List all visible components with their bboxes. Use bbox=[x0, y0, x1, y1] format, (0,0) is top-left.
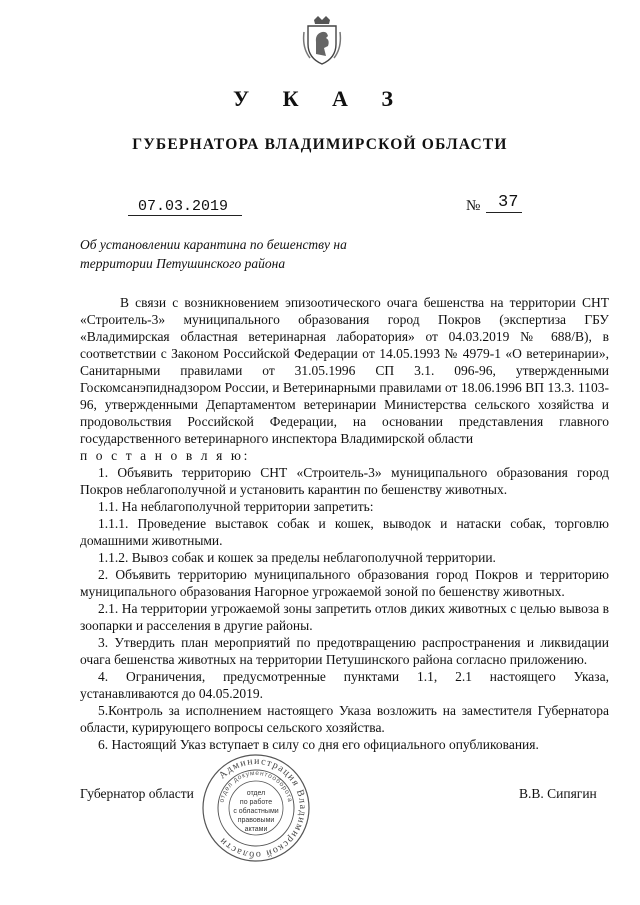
item-4: 4. Ограничения, предусмотренные пунктами 1.1, 2.1 настоящего Указа, устанавливаются до 04.05.2019. bbox=[80, 669, 609, 701]
document-date: 07.03.2019 bbox=[138, 198, 229, 215]
item-1-1-1: 1.1.1. Проведение выставок собак и кошек, выводок и натаски собак, торговлю домашними животными. bbox=[80, 516, 609, 548]
resolve-line: п о с т а н о в л я ю: bbox=[80, 448, 250, 463]
document-title: У К А З bbox=[232, 86, 408, 111]
stamp-center-line-3: с областными bbox=[233, 808, 279, 815]
document-subtitle: ГУБЕРНАТОРА ВЛАДИМИРСКОЙ ОБЛАСТИ bbox=[132, 136, 508, 153]
signature-position: Губернатор области bbox=[80, 786, 194, 801]
item-2-1: 2.1. На территории угрожаемой зоны запретить отлов диких животных с целью вывоза в зоопарки и расселения в другие районы. bbox=[80, 601, 609, 633]
item-2: 2. Объявить территорию муниципального образования город Покров и территорию муниципального образования Нагорное угрожаемой зоной по бешенству животных. bbox=[80, 567, 609, 599]
stamp-center-line-5: актами bbox=[244, 826, 268, 833]
stamp-center-line-4: правовыми bbox=[237, 817, 275, 824]
stamp-center-line-1: отдел bbox=[246, 790, 266, 797]
document-subject bbox=[80, 235, 400, 273]
document-body bbox=[80, 294, 609, 753]
official-stamp bbox=[200, 752, 312, 864]
item-3: 3. Утвердить план мероприятий по предотвращению распространения и ликвидации очага бешенства животных на территории Петушинского района согласно приложению. bbox=[80, 635, 609, 667]
stamp-ring-text: отдел документооборота bbox=[218, 769, 294, 804]
number-underline bbox=[486, 212, 522, 213]
subject-line-1: Об установлении карантина по бешенству на bbox=[80, 237, 347, 252]
date-underline bbox=[128, 215, 242, 216]
subject-line-2: территории Петушинского района bbox=[80, 256, 286, 271]
number-sign: № bbox=[466, 198, 481, 214]
item-5: 5.Контроль за исполнением настоящего Указа возложить на заместителя Губернатора области, курирующего вопросы сельского хозяйства. bbox=[80, 703, 609, 735]
preamble-paragraph: В связи с возникновением эпизоотического очага бешенства на территории СНТ «Строитель-3» муниципального образования город Покров (экспертиза ГБУ «Владимирская областная ветеринарная лаборатория» от 04.03.2019 № 688/В), в соответствии с Законом Российской Федерации от 14.05.1993 № 4979-1 «О ветеринарии», Санитарными правилами от 31.05.1996 СП 3.1. 096-96, утвержденными Госкомсанэпиднадзором России, и Ветеринарными правилами от 18.06.1996 ВП 13.3. 1103-96, утвержденными Департаментом ветеринарии Министерства сельского хозяйства и продовольствия Российской Федерации, на основании представления главного государственного ветеринарного инспектора Владимирской области bbox=[80, 295, 609, 446]
stamp-center-line-2: по работе bbox=[239, 799, 273, 806]
coat-of-arms-emblem bbox=[302, 14, 342, 66]
document-number: 37 bbox=[498, 193, 519, 212]
item-1-1-2: 1.1.2. Вывоз собак и кошек за пределы неблагополучной территории. bbox=[98, 550, 496, 565]
item-1-1: 1.1. На неблагополучной территории запретить: bbox=[98, 499, 374, 514]
item-1: 1. Объявить территорию СНТ «Строитель-3» муниципального образования город Покров неблагополучной и установить карантин по бешенству животных. bbox=[80, 465, 609, 497]
stamp-outer-text: Администрация Владимирской области bbox=[216, 755, 309, 861]
item-6: 6. Настоящий Указ вступает в силу со дня его официального опубликования. bbox=[98, 737, 539, 752]
signature-name: В.В. Сипягин bbox=[519, 786, 597, 801]
